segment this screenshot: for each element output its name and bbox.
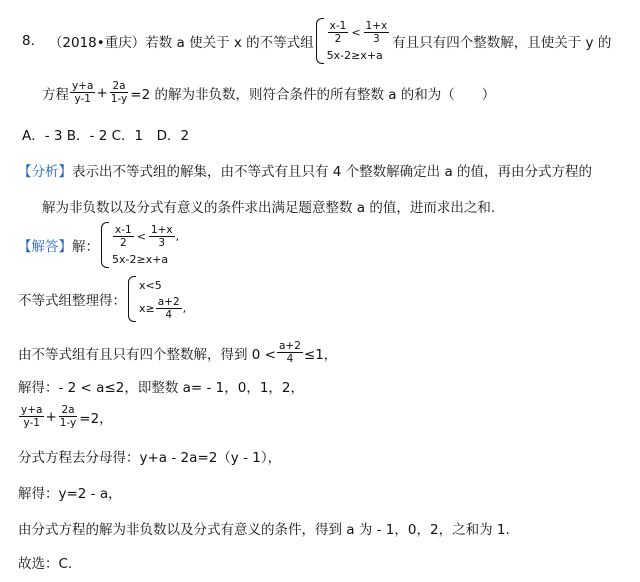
equation-prefix: 方程 — [42, 86, 69, 103]
simplified-label: 不等式组整理得： — [18, 293, 126, 309]
fraction: $\frac{a+2}{4}$ — [157, 295, 180, 321]
fraction: $\frac{2a}{1-y}$ — [110, 80, 128, 105]
brace-icon — [128, 276, 136, 322]
step-2: 解得：- 2 < a≤2，即整数 a= - 1，0，1，2， — [18, 380, 305, 396]
fraction: $\frac{1+x}{3}$ — [150, 223, 173, 249]
answer-options: A．- 3 B．- 2 C．1 D．2 — [22, 128, 190, 144]
step-6: 由分式方程的解为非负数以及分式有意义的条件，得到 a 为 - 1，0，2，之和为 1. — [18, 522, 510, 538]
fraction: $\frac{a+2}{4}$ — [278, 340, 301, 365]
question-source-text: （2018•重庆）若数 a 使关于 x 的不等式组 — [48, 35, 314, 51]
step-1: 由不等式组有且只有四个整数解，得到 0 < $\frac{a+2}{4}$ ≤1， — [18, 340, 338, 365]
final-choice: 故选：C. — [18, 556, 73, 572]
fraction: $\frac{x-1}{2}$ — [329, 19, 347, 45]
solution-lead: 解： — [72, 239, 99, 255]
simplified-system-line — [18, 276, 188, 322]
question-line-1 — [22, 18, 611, 64]
brace-icon — [316, 18, 324, 64]
step-5: 解得：y=2 - a， — [18, 486, 122, 502]
question-number: 8. — [22, 33, 35, 49]
fraction: $\frac{2a}{1-y}$ — [59, 404, 77, 429]
analysis-text-1: 表示出不等式组的解集，由不等式有且只有 4 个整数解确定出 a 的值，再由分式方程的 — [72, 164, 593, 180]
question-tail-text: 有且只有四个整数解，且使关于 y 的 — [392, 35, 612, 51]
fraction: $\frac{y+a}{y-1}$ — [72, 80, 94, 105]
question-line-2 — [42, 80, 495, 105]
step-4: 分式方程去分母得：y+a - 2a=2（y - 1）， — [18, 450, 282, 466]
simplified-system: x<5 x≥ $\frac{a+2}{4}$ , — [128, 276, 186, 322]
solution-tag: 【解答】 — [18, 239, 72, 255]
analysis-line-2: 解为非负数以及分式有意义的条件求出满足题意整数 a 的值，进而求出之和. — [42, 200, 496, 216]
equation-line: $\frac{y+a}{y-1}$ + $\frac{2a}{1-y}$ =2， — [21, 404, 113, 429]
fraction: $\frac{y+a}{y-1}$ — [21, 404, 43, 429]
inequality-system: $\frac{x-1}{2}$ < $\frac{1+x}{3}$ , 5x-2≥x+a — [101, 222, 179, 268]
brace-icon — [101, 222, 109, 268]
fraction: $\frac{1+x}{3}$ — [365, 19, 388, 45]
fraction: $\frac{x-1}{2}$ — [115, 223, 132, 249]
plus-sign: + — [96, 84, 108, 101]
analysis-tag: 【分析】 — [18, 164, 72, 180]
solution-header — [18, 222, 181, 268]
equation-tail: =2 的解为非负数，则符合条件的所有整数 a 的和为（ ） — [130, 86, 496, 103]
inequality-system: $\frac{x-1}{2}$ < $\frac{1+x}{3}$ 5x-2≥x+a — [316, 18, 391, 64]
analysis-line-1 — [18, 160, 592, 180]
